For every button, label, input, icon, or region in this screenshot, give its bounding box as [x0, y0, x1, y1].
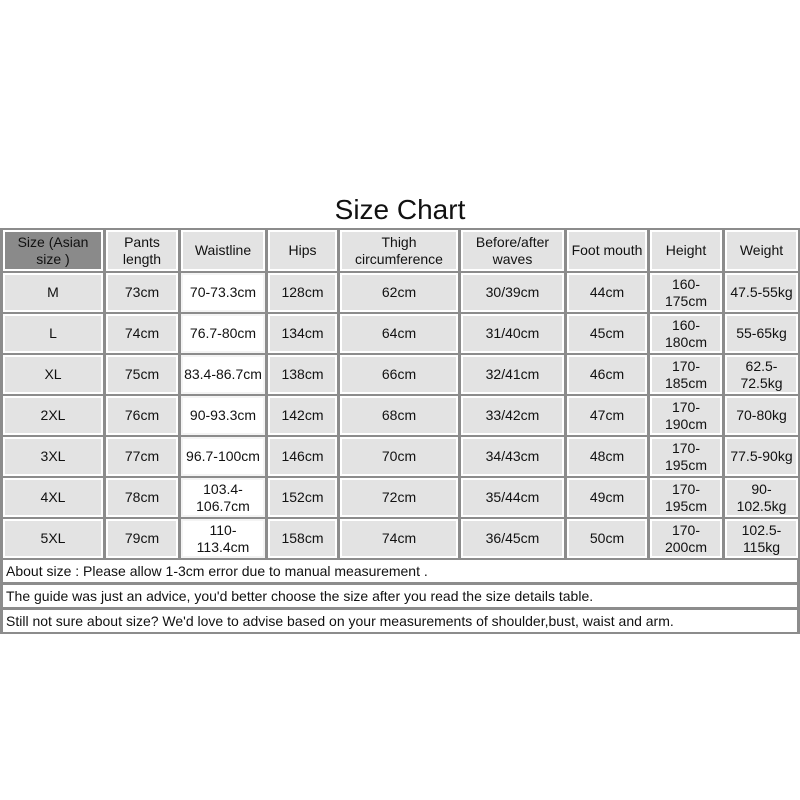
- header-weight: Weight: [725, 230, 798, 271]
- cell-foot-mouth: 45cm: [567, 314, 647, 353]
- cell-thigh: 66cm: [340, 355, 458, 394]
- cell-waves: 36/45cm: [461, 519, 564, 558]
- cell-waistline: 90-93.3cm: [181, 396, 265, 435]
- cell-pants-length: 74cm: [106, 314, 178, 353]
- cell-hips: 138cm: [268, 355, 337, 394]
- cell-foot-mouth: 46cm: [567, 355, 647, 394]
- cell-thigh: 64cm: [340, 314, 458, 353]
- cell-height: 170-195cm: [650, 478, 722, 517]
- size-chart-table: [0, 228, 800, 634]
- cell-weight: 70-80kg: [725, 396, 798, 435]
- cell-size: XL: [3, 355, 103, 394]
- note-about-size: About size : Please allow 1-3cm error due to manual measurement .: [2, 559, 798, 583]
- cell-height: 160-180cm: [650, 314, 722, 353]
- cell-waistline: 96.7-100cm: [181, 437, 265, 476]
- note-guide-advice: The guide was just an advice, you'd better choose the size after you read the size details table.: [2, 584, 798, 608]
- header-foot-mouth: Foot mouth: [567, 230, 647, 271]
- cell-waistline: 76.7-80cm: [181, 314, 265, 353]
- cell-size: L: [3, 314, 103, 353]
- header-height: Height: [650, 230, 722, 271]
- cell-hips: 134cm: [268, 314, 337, 353]
- cell-waves: 31/40cm: [461, 314, 564, 353]
- cell-waves: 30/39cm: [461, 273, 564, 312]
- cell-weight: 102.5-115kg: [725, 519, 798, 558]
- header-thigh: Thigh circumference: [340, 230, 458, 271]
- note-contact-advise: Still not sure about size? We'd love to advise based on your measurements of shoulder,bust, waist and arm.: [2, 609, 798, 633]
- cell-pants-length: 73cm: [106, 273, 178, 312]
- cell-foot-mouth: 47cm: [567, 396, 647, 435]
- cell-waves: 33/42cm: [461, 396, 564, 435]
- cell-waistline: 110-113.4cm: [181, 519, 265, 558]
- header-waves: Before/after waves: [461, 230, 564, 271]
- cell-foot-mouth: 44cm: [567, 273, 647, 312]
- cell-thigh: 68cm: [340, 396, 458, 435]
- cell-thigh: 74cm: [340, 519, 458, 558]
- cell-pants-length: 76cm: [106, 396, 178, 435]
- cell-waistline: 103.4-106.7cm: [181, 478, 265, 517]
- cell-hips: 158cm: [268, 519, 337, 558]
- cell-weight: 77.5-90kg: [725, 437, 798, 476]
- cell-waves: 34/43cm: [461, 437, 564, 476]
- header-size: Size (Asian size ): [3, 230, 103, 271]
- cell-size: 2XL: [3, 396, 103, 435]
- cell-pants-length: 79cm: [106, 519, 178, 558]
- cell-hips: 142cm: [268, 396, 337, 435]
- header-hips: Hips: [268, 230, 337, 271]
- cell-waves: 32/41cm: [461, 355, 564, 394]
- cell-size: 5XL: [3, 519, 103, 558]
- cell-height: 170-185cm: [650, 355, 722, 394]
- cell-height: 170-200cm: [650, 519, 722, 558]
- cell-pants-length: 75cm: [106, 355, 178, 394]
- cell-hips: 128cm: [268, 273, 337, 312]
- cell-weight: 47.5-55kg: [725, 273, 798, 312]
- cell-pants-length: 78cm: [106, 478, 178, 517]
- cell-thigh: 62cm: [340, 273, 458, 312]
- cell-height: 170-190cm: [650, 396, 722, 435]
- cell-hips: 152cm: [268, 478, 337, 517]
- cell-foot-mouth: 48cm: [567, 437, 647, 476]
- cell-height: 170-195cm: [650, 437, 722, 476]
- cell-foot-mouth: 50cm: [567, 519, 647, 558]
- cell-waves: 35/44cm: [461, 478, 564, 517]
- cell-foot-mouth: 49cm: [567, 478, 647, 517]
- cell-waistline: 70-73.3cm: [181, 273, 265, 312]
- cell-weight: 90-102.5kg: [725, 478, 798, 517]
- cell-thigh: 72cm: [340, 478, 458, 517]
- cell-height: 160-175cm: [650, 273, 722, 312]
- cell-size: 4XL: [3, 478, 103, 517]
- cell-weight: 62.5-72.5kg: [725, 355, 798, 394]
- cell-weight: 55-65kg: [725, 314, 798, 353]
- cell-size: 3XL: [3, 437, 103, 476]
- cell-thigh: 70cm: [340, 437, 458, 476]
- cell-size: M: [3, 273, 103, 312]
- cell-hips: 146cm: [268, 437, 337, 476]
- cell-waistline: 83.4-86.7cm: [181, 355, 265, 394]
- header-waistline: Waistline: [181, 230, 265, 271]
- header-pants-length: Pants length: [106, 230, 178, 271]
- chart-title: Size Chart: [334, 194, 466, 225]
- cell-pants-length: 77cm: [106, 437, 178, 476]
